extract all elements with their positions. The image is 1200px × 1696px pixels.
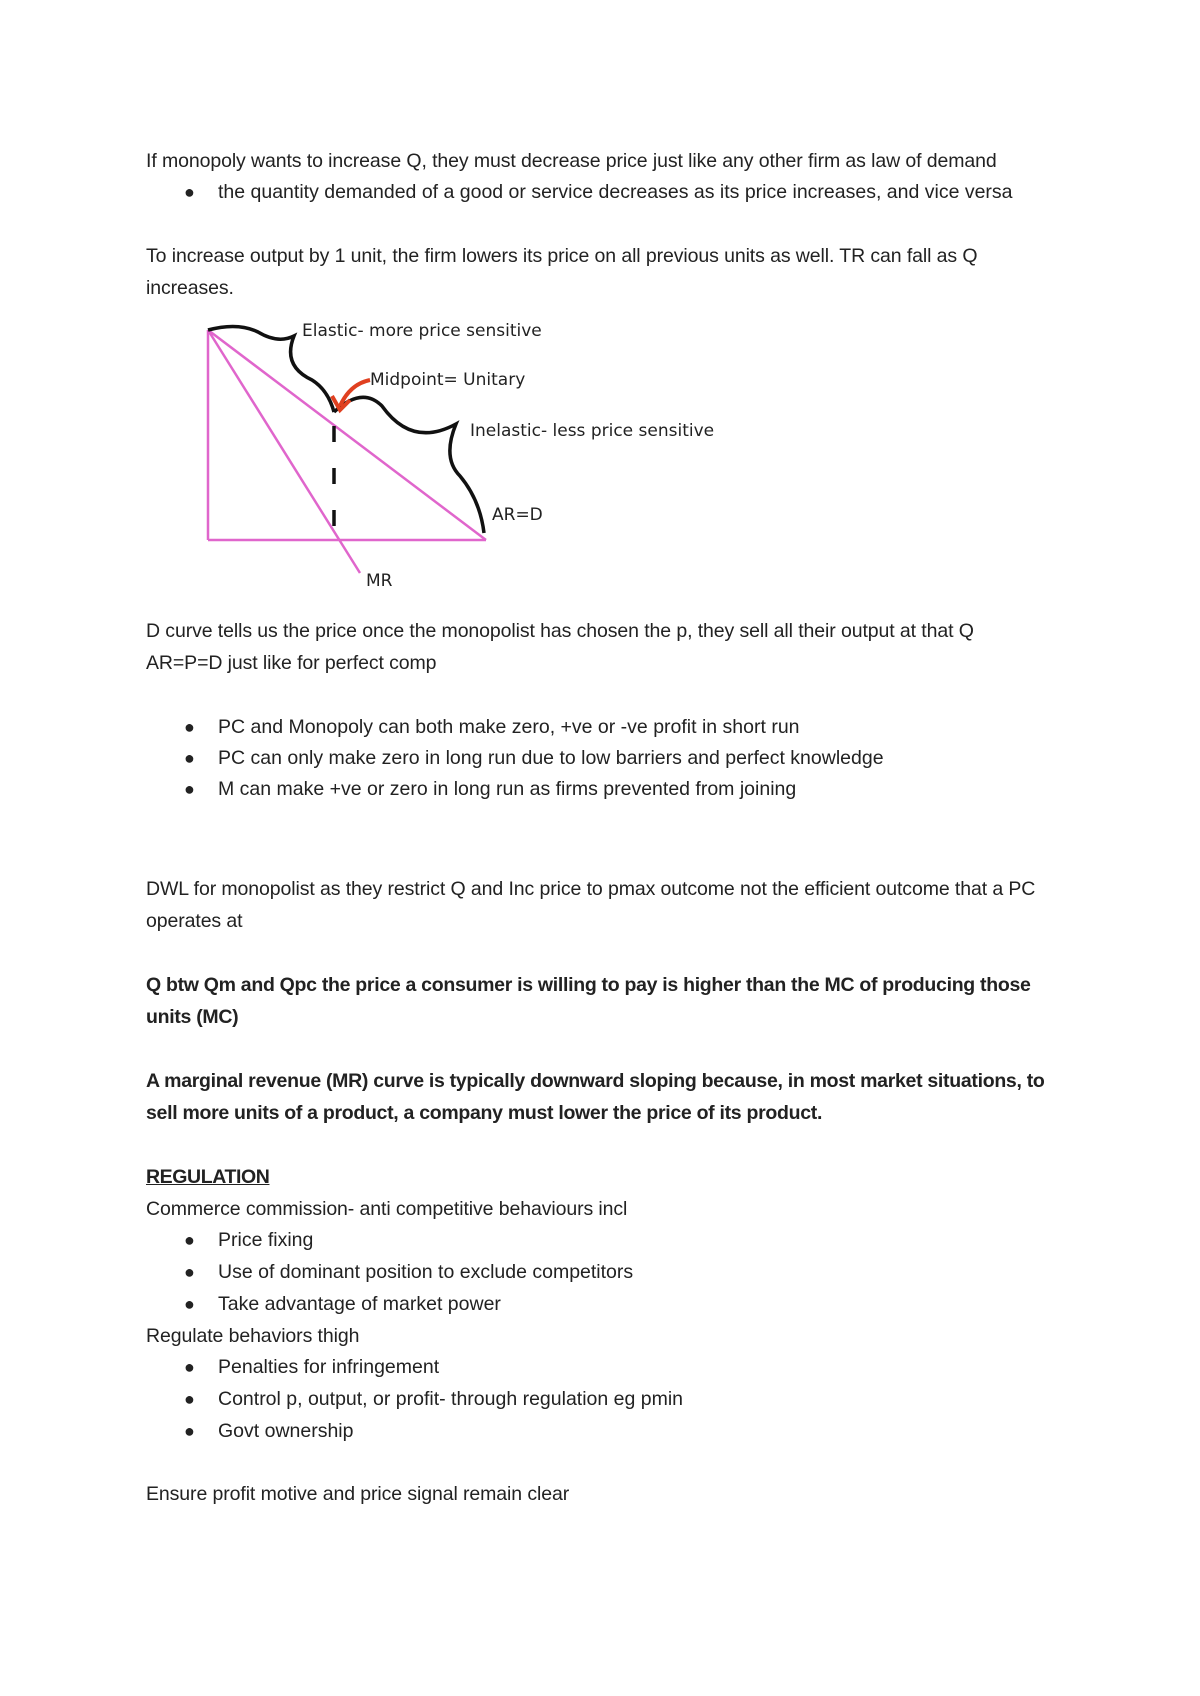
list-item	[184, 1354, 439, 1380]
bullet-text: Penalties for infringement	[218, 1356, 440, 1378]
bullet-icon: ●	[184, 779, 195, 799]
paragraph-dwl: DWL for monopolist as they restrict Q and Inc price to pmax outcome not the efficient outcome that a PC operates at	[146, 878, 1036, 932]
paragraph-mr-curve: A marginal revenue (MR) curve is typically downward sloping because, in most market situations, to sell more units of a product, a company must lower the price of its product.	[146, 1070, 1045, 1124]
bullet-text: Control p, output, or profit- through regulation eg pmin	[218, 1388, 684, 1410]
bullet-text: Take advantage of market power	[218, 1293, 501, 1315]
bullet-text: M can make +ve or zero in long run as firms prevented from joining	[218, 778, 797, 800]
bullet-icon: ●	[184, 717, 195, 737]
list-item	[184, 714, 800, 740]
paragraph-d-curve: D curve tells us the price once the monopolist has chosen the p, they sell all their output at that Q	[146, 620, 974, 642]
closing-line: Ensure profit motive and price signal remain clear	[146, 1483, 570, 1505]
bullet-text: Price fixing	[218, 1229, 314, 1251]
label-midpoint: Midpoint= Unitary	[370, 370, 526, 390]
bullet-text: PC and Monopoly can both make zero, +ve or -ve profit in short run	[218, 716, 800, 738]
bullet-icon: ●	[184, 1294, 195, 1314]
mr-line	[208, 330, 360, 573]
elasticity-diagram-svg	[190, 318, 750, 596]
elasticity-diagram	[190, 318, 750, 596]
list-item	[184, 1291, 501, 1317]
regulation-heading: REGULATION	[146, 1166, 270, 1188]
label-elastic: Elastic- more price sensitive	[302, 321, 542, 341]
regulate-behaviors-line: Regulate behaviors thigh	[146, 1325, 360, 1347]
list-item	[184, 1418, 353, 1444]
bullet-text: Govt ownership	[218, 1420, 354, 1442]
list-item	[184, 745, 884, 771]
list-item	[184, 1227, 313, 1253]
ar-demand-line	[208, 330, 486, 540]
bullet-icon: ●	[184, 1262, 195, 1282]
list-item	[184, 1259, 633, 1285]
label-ar-d: AR=D	[492, 505, 543, 525]
paragraph-monopoly-demand: If monopoly wants to increase Q, they must decrease price just like any other firm as law of demand	[146, 150, 997, 172]
bullet-icon: ●	[184, 1357, 195, 1377]
bullet-icon: ●	[184, 182, 195, 202]
paragraph-qm-qpc: Q btw Qm and Qpc the price a consumer is willing to pay is higher than the MC of producing those units (MC)	[146, 974, 1031, 1028]
commerce-commission-line: Commerce commission- anti competitive behaviours incl	[146, 1198, 628, 1220]
paragraph-ar-pd: AR=P=D just like for perfect comp	[146, 652, 437, 674]
bullet-icon: ●	[184, 1230, 195, 1250]
bullet-icon: ●	[184, 748, 195, 768]
label-inelastic: Inelastic- less price sensitive	[470, 421, 715, 441]
label-mr: MR	[366, 571, 393, 591]
inelastic-brace	[334, 397, 484, 533]
bullet-text: PC can only make zero in long run due to low barriers and perfect knowledge	[218, 747, 884, 769]
paragraph-output-increase: To increase output by 1 unit, the firm lowers its price on all previous units as well. TR can fall as Q increases.	[146, 245, 978, 299]
bullet-text: Use of dominant position to exclude competitors	[218, 1261, 634, 1283]
bullet-icon: ●	[184, 1389, 195, 1409]
bullet-text: the quantity demanded of a good or service decreases as its price increases, and vice versa	[218, 181, 1013, 203]
list-item	[184, 776, 796, 802]
bullet-law-of-demand	[184, 179, 1013, 205]
list-item	[184, 1386, 683, 1412]
bullet-icon: ●	[184, 1421, 195, 1441]
